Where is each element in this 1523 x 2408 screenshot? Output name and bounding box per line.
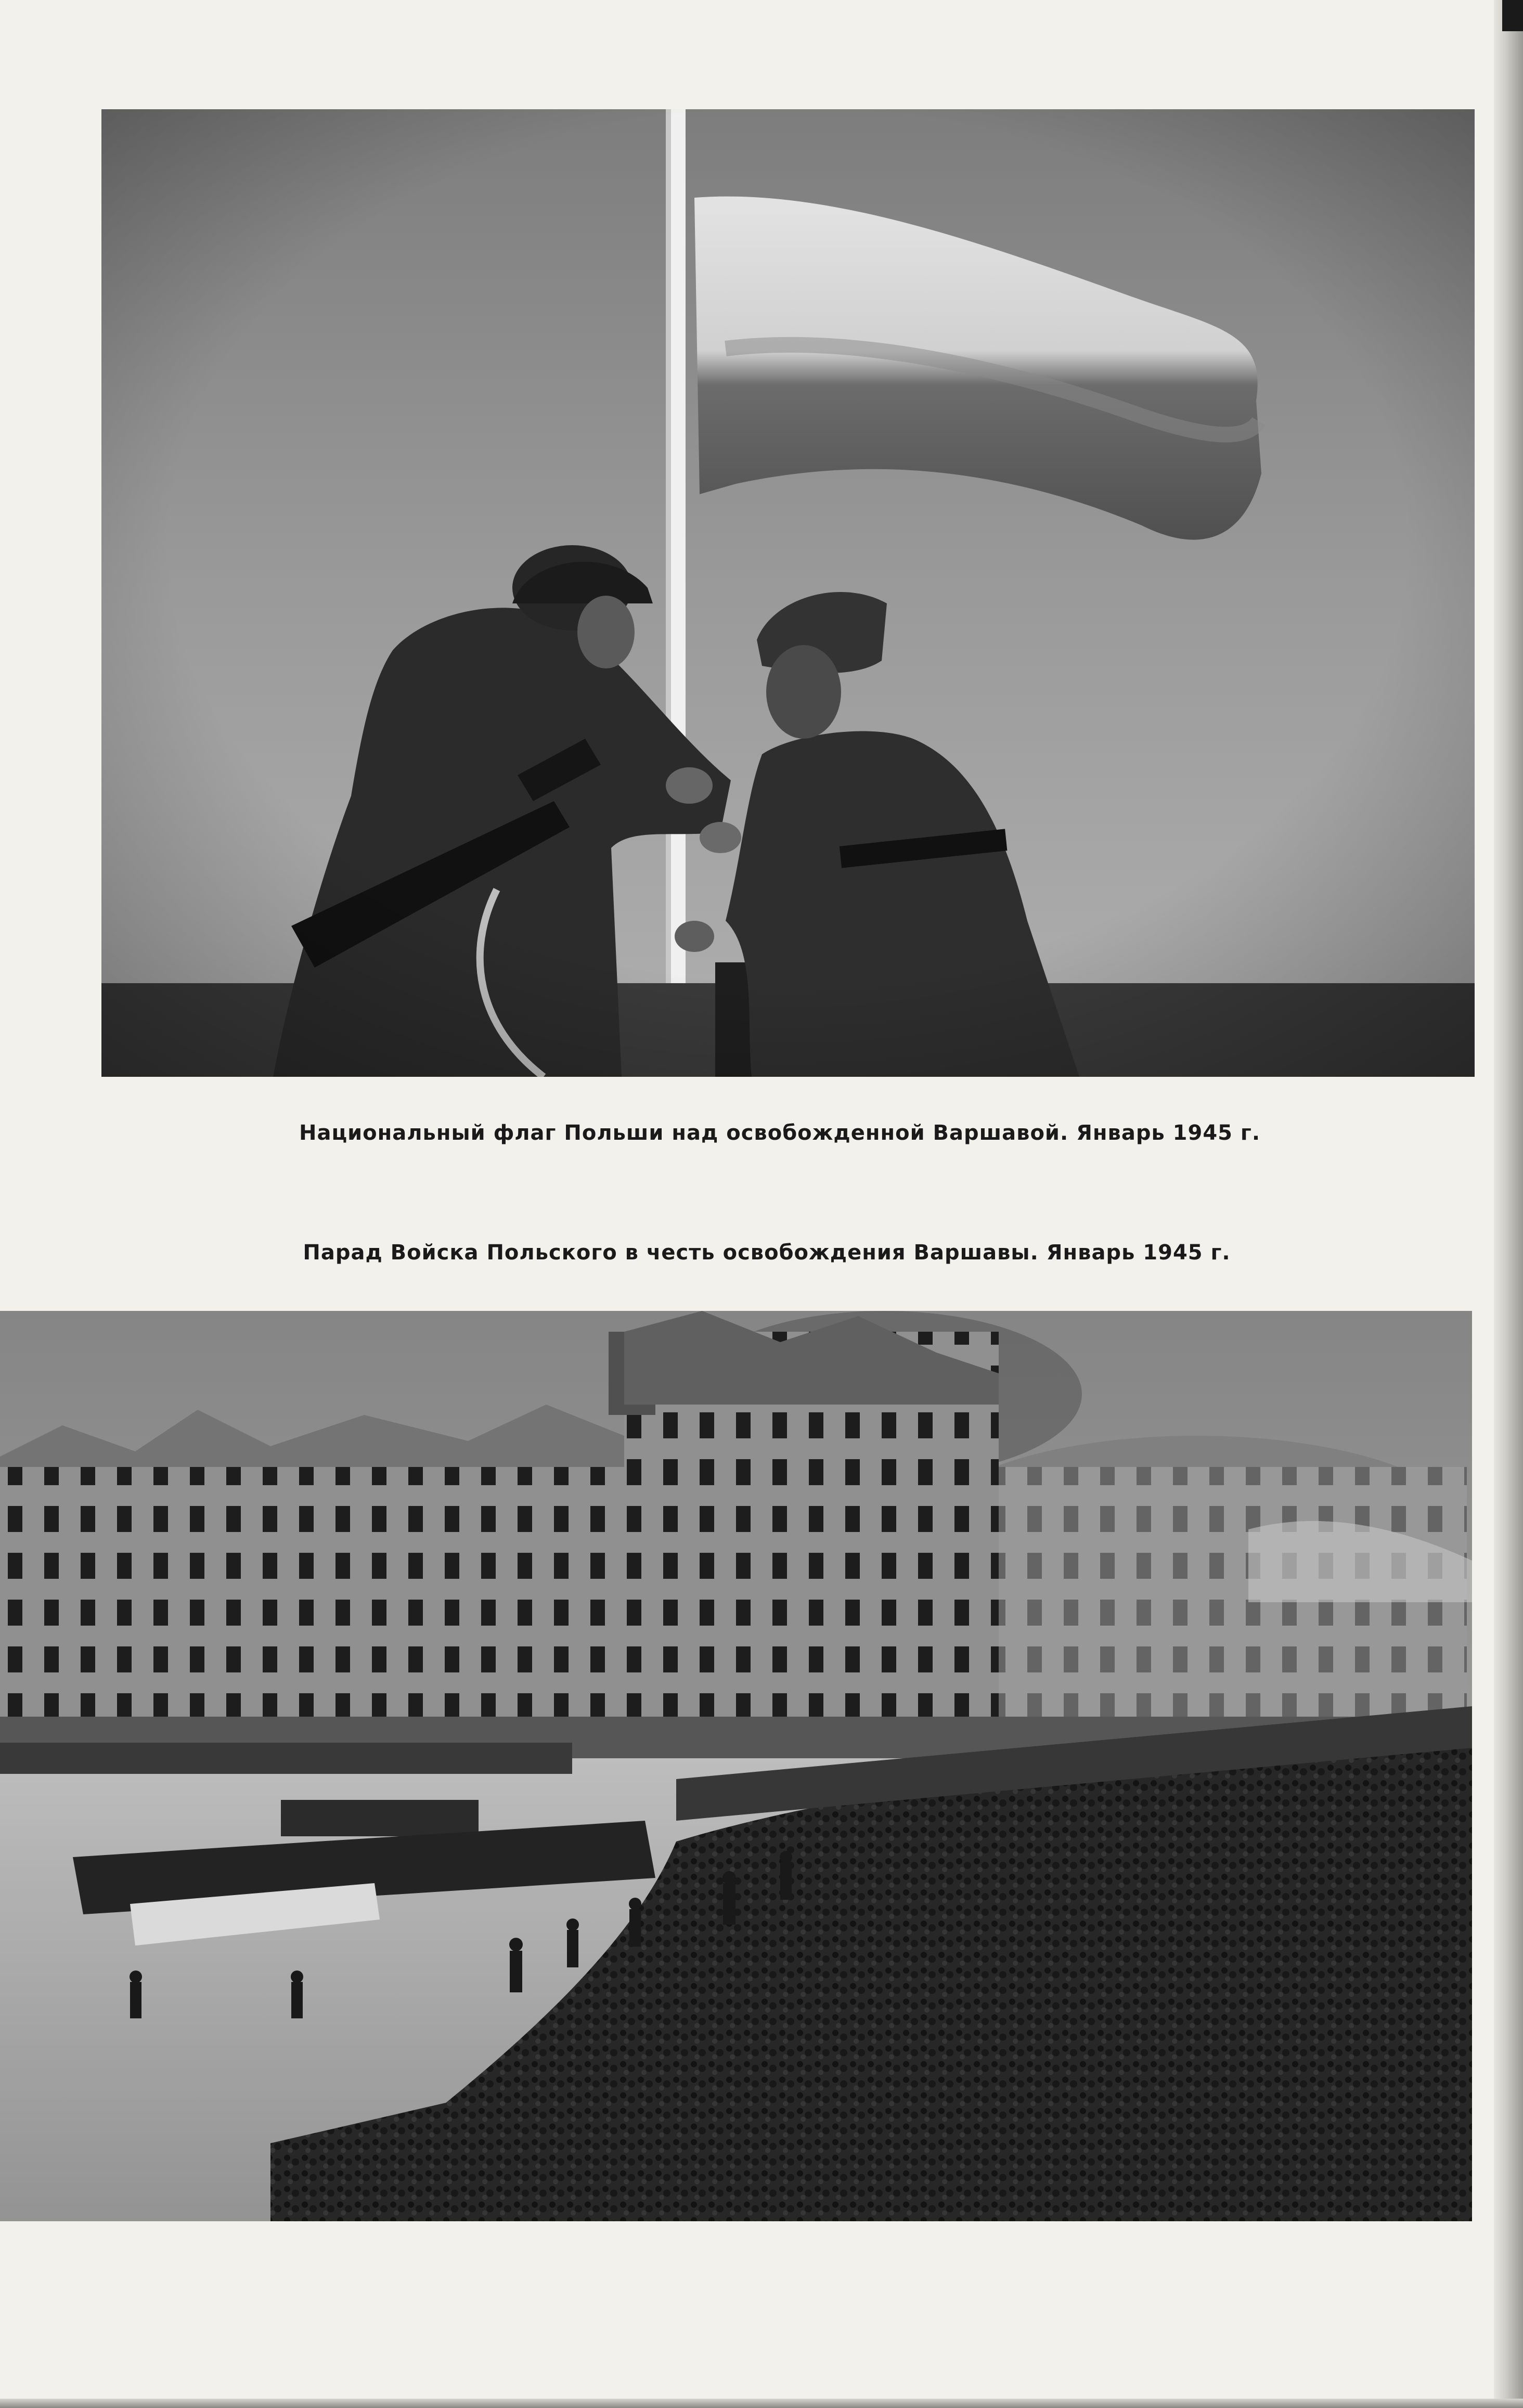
parade-photo	[0, 1311, 1472, 2221]
flag-photo-caption: Национальный флаг Польши над освобожденной Варшавой. Январь 1945 г.	[299, 1121, 1261, 1145]
page-edge	[1494, 0, 1523, 2408]
flag-raising-photo	[101, 109, 1475, 1077]
page-bottom-edge	[0, 2399, 1523, 2408]
parade-photo-caption: Парад Войска Польского в честь освобождения Варшавы. Январь 1945 г.	[303, 1241, 1231, 1265]
page-corner	[1502, 0, 1523, 31]
